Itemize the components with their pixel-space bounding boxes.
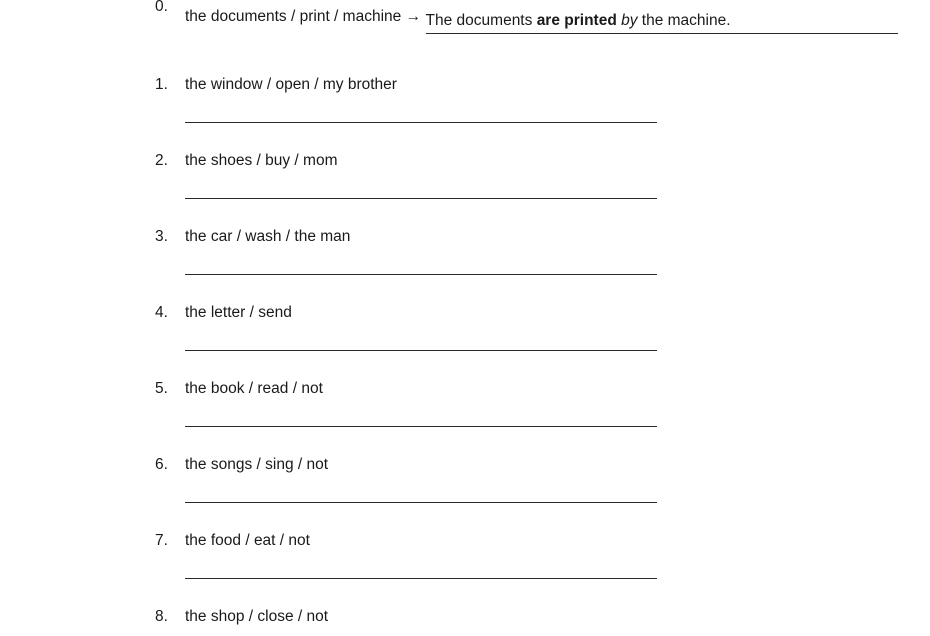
answer-line[interactable] xyxy=(185,350,657,351)
exercise-item-3 xyxy=(0,226,930,302)
item-number: 6. xyxy=(155,456,168,473)
item-number: 4. xyxy=(155,304,168,321)
item-number: 0. xyxy=(155,0,168,15)
item-number: 3. xyxy=(155,228,168,245)
item-prompt: the car / wash / the man xyxy=(185,228,351,245)
exercise-item-2 xyxy=(0,150,930,226)
exercise-item-1 xyxy=(0,74,930,150)
answer-line[interactable] xyxy=(185,274,657,275)
exercise-item-example xyxy=(0,0,930,58)
example-answer xyxy=(426,10,898,34)
example-answer-by: by xyxy=(621,12,638,29)
item-prompt: the food / eat / not xyxy=(185,532,310,549)
answer-line[interactable] xyxy=(185,578,657,579)
answer-line[interactable] xyxy=(185,502,657,503)
item-number: 8. xyxy=(155,608,168,625)
item-prompt xyxy=(185,8,421,25)
item-prompt: the letter / send xyxy=(185,304,292,321)
item-number: 2. xyxy=(155,152,168,169)
exercise-item-8 xyxy=(0,606,930,636)
item-number: 5. xyxy=(155,380,168,397)
item-prompt-text: the documents / print / machine xyxy=(185,8,402,25)
example-answer-verb: are printed xyxy=(536,12,617,29)
item-prompt: the shop / close / not xyxy=(185,608,329,625)
exercise-item-4 xyxy=(0,302,930,378)
answer-line[interactable] xyxy=(185,426,657,427)
item-prompt: the book / read / not xyxy=(185,380,323,397)
example-answer-prefix: The documents xyxy=(425,12,537,29)
answer-line[interactable] xyxy=(185,198,657,199)
arrow-icon: → xyxy=(405,8,422,25)
item-prompt: the songs / sing / not xyxy=(185,456,329,473)
item-number: 1. xyxy=(155,76,168,93)
example-answer-suffix: the machine. xyxy=(637,12,731,29)
item-prompt: the window / open / my brother xyxy=(185,76,397,93)
item-prompt: the shoes / buy / mom xyxy=(185,152,338,169)
exercise-item-6 xyxy=(0,454,930,530)
item-number: 7. xyxy=(155,532,168,549)
exercise-item-5 xyxy=(0,378,930,454)
answer-line[interactable] xyxy=(185,122,657,123)
exercise-item-7 xyxy=(0,530,930,606)
